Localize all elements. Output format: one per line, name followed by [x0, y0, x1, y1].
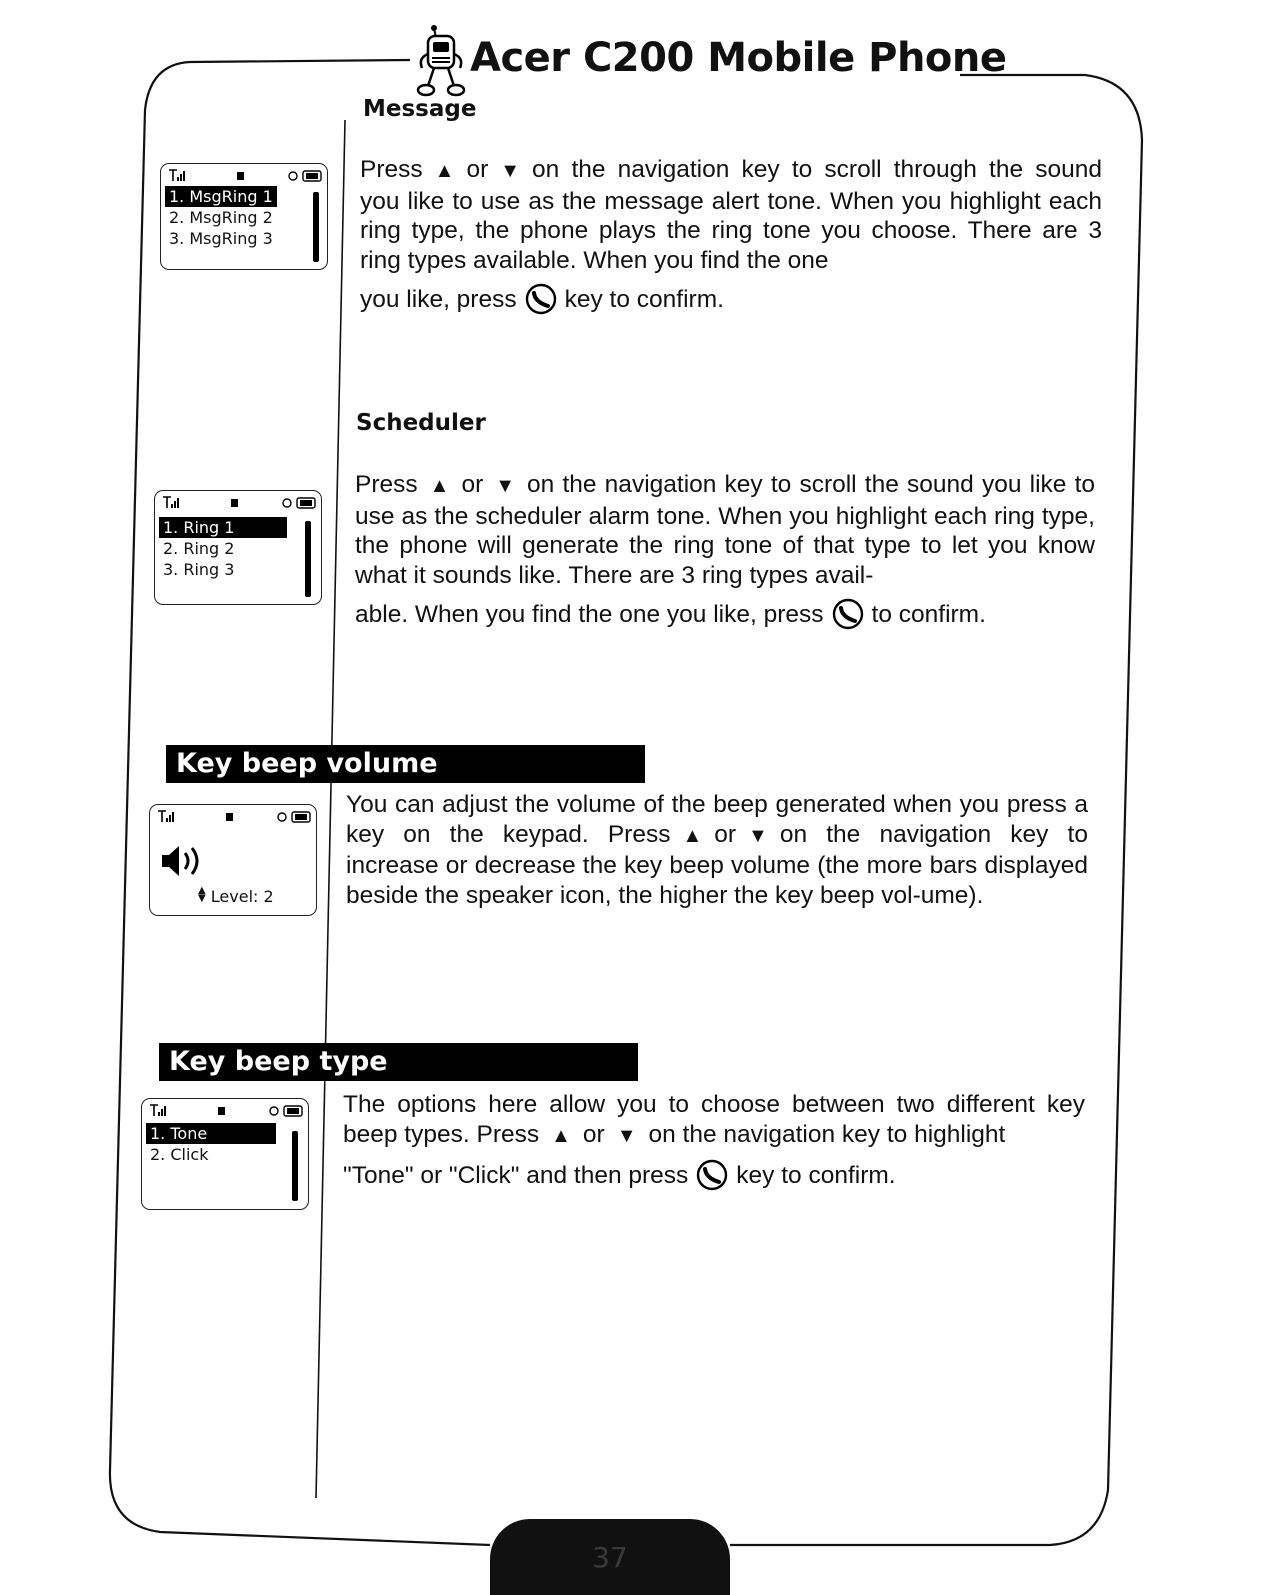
up-arrow-icon: ▲: [682, 824, 703, 847]
key-beep-type-banner: Key beep type: [159, 1043, 638, 1081]
text: on the navigation key to scroll the sound you like to use as the scheduler alarm tone. When you highlight each ring type, the phone will generate the ring tone of that type to let you know what it sounds like. There are 3 ring types avail-: [355, 471, 1095, 589]
text: The options here allow you to choose between two different key beep types. Press: [343, 1091, 1085, 1148]
page-number: 37: [592, 1541, 628, 1574]
phone-screen-scheduler: [154, 490, 322, 605]
phone-screen-key-beep-type: [141, 1098, 309, 1210]
level-label: Level: 2: [210, 887, 274, 906]
text: on the navigation key to highlight: [648, 1120, 1006, 1148]
volume-level: [198, 887, 274, 906]
speaker-icon: [160, 843, 210, 879]
text: you like, press: [360, 286, 517, 313]
phone-screen-key-beep-volume: [149, 804, 317, 916]
send-key-icon: [696, 1159, 728, 1191]
ring-list: [159, 517, 287, 580]
text: Press: [360, 156, 423, 183]
text: on the navigation key to increase or decrease the key beep volume (the more bars displayed beside the speaker icon, the higher the key beep vol-ume).: [346, 820, 1088, 909]
beep-type-list: [146, 1123, 276, 1165]
text: Press: [355, 471, 418, 498]
text: "Tone" or "Click" and then press: [343, 1162, 689, 1189]
ring-list: [165, 186, 277, 249]
message-heading: Message: [363, 96, 477, 122]
status-bar-icons: [167, 168, 323, 182]
text: able. When you find the one you like, press: [355, 601, 824, 628]
scrollbar: [305, 521, 311, 597]
menu-item[interactable]: 3. MsgRing 3: [169, 229, 273, 248]
down-arrow-icon: ▼: [500, 160, 521, 182]
status-bar-icons: [148, 1103, 304, 1117]
down-arrow-icon: ▼: [495, 475, 516, 497]
menu-item-selected[interactable]: 1. Ring 1: [159, 517, 287, 538]
scheduler-heading: Scheduler: [356, 410, 486, 436]
key-beep-type-paragraph: [343, 1090, 1085, 1191]
acer-mascot-icon: [414, 24, 466, 100]
key-beep-volume-banner: Key beep volume: [166, 745, 645, 783]
text: or: [461, 471, 484, 498]
scrollbar: [313, 192, 319, 262]
text: on the navigation key to scroll through the sound you like to use as the message alert tone. When you highlight each ring type, the phone plays the ring tone you choose. There are 3 ring types available. When you find the one: [360, 156, 1102, 274]
menu-item-selected[interactable]: 1. Tone: [146, 1123, 276, 1144]
down-arrow-icon: ▼: [616, 1124, 637, 1147]
menu-item[interactable]: 2. MsgRing 2: [169, 208, 273, 227]
message-paragraph: [360, 155, 1102, 315]
scheduler-paragraph: [355, 470, 1095, 630]
status-bar-icons: [156, 809, 312, 823]
down-arrow-icon: ▼: [748, 824, 768, 847]
menu-item[interactable]: 2. Click: [150, 1145, 209, 1164]
send-key-icon: [832, 598, 864, 630]
up-down-arrow-icon: ▲ ▼: [198, 885, 206, 904]
text: or: [714, 820, 737, 848]
status-bar-icons: [161, 495, 317, 509]
phone-screen-message: [160, 163, 328, 270]
send-key-icon: [525, 283, 557, 315]
menu-item-selected[interactable]: 1. MsgRing 1: [165, 186, 277, 207]
text: or: [582, 1120, 605, 1148]
up-arrow-icon: ▲: [551, 1124, 571, 1147]
page-title: Acer C200 Mobile Phone: [470, 35, 1007, 81]
text: key to confirm.: [736, 1162, 896, 1189]
menu-item[interactable]: 2. Ring 2: [163, 539, 235, 558]
scrollbar: [292, 1131, 298, 1201]
page-number-tab: [490, 1519, 730, 1595]
text: key to confirm.: [564, 286, 724, 313]
key-beep-volume-paragraph: [346, 790, 1088, 910]
text: You can adjust the volume of the beep generated when you press a key on the keypad. Press: [346, 791, 1088, 848]
up-arrow-icon: ▲: [429, 475, 450, 497]
text: or: [466, 156, 489, 183]
menu-item[interactable]: 3. Ring 3: [163, 560, 235, 579]
up-arrow-icon: ▲: [434, 160, 455, 182]
text: to confirm.: [871, 601, 986, 628]
